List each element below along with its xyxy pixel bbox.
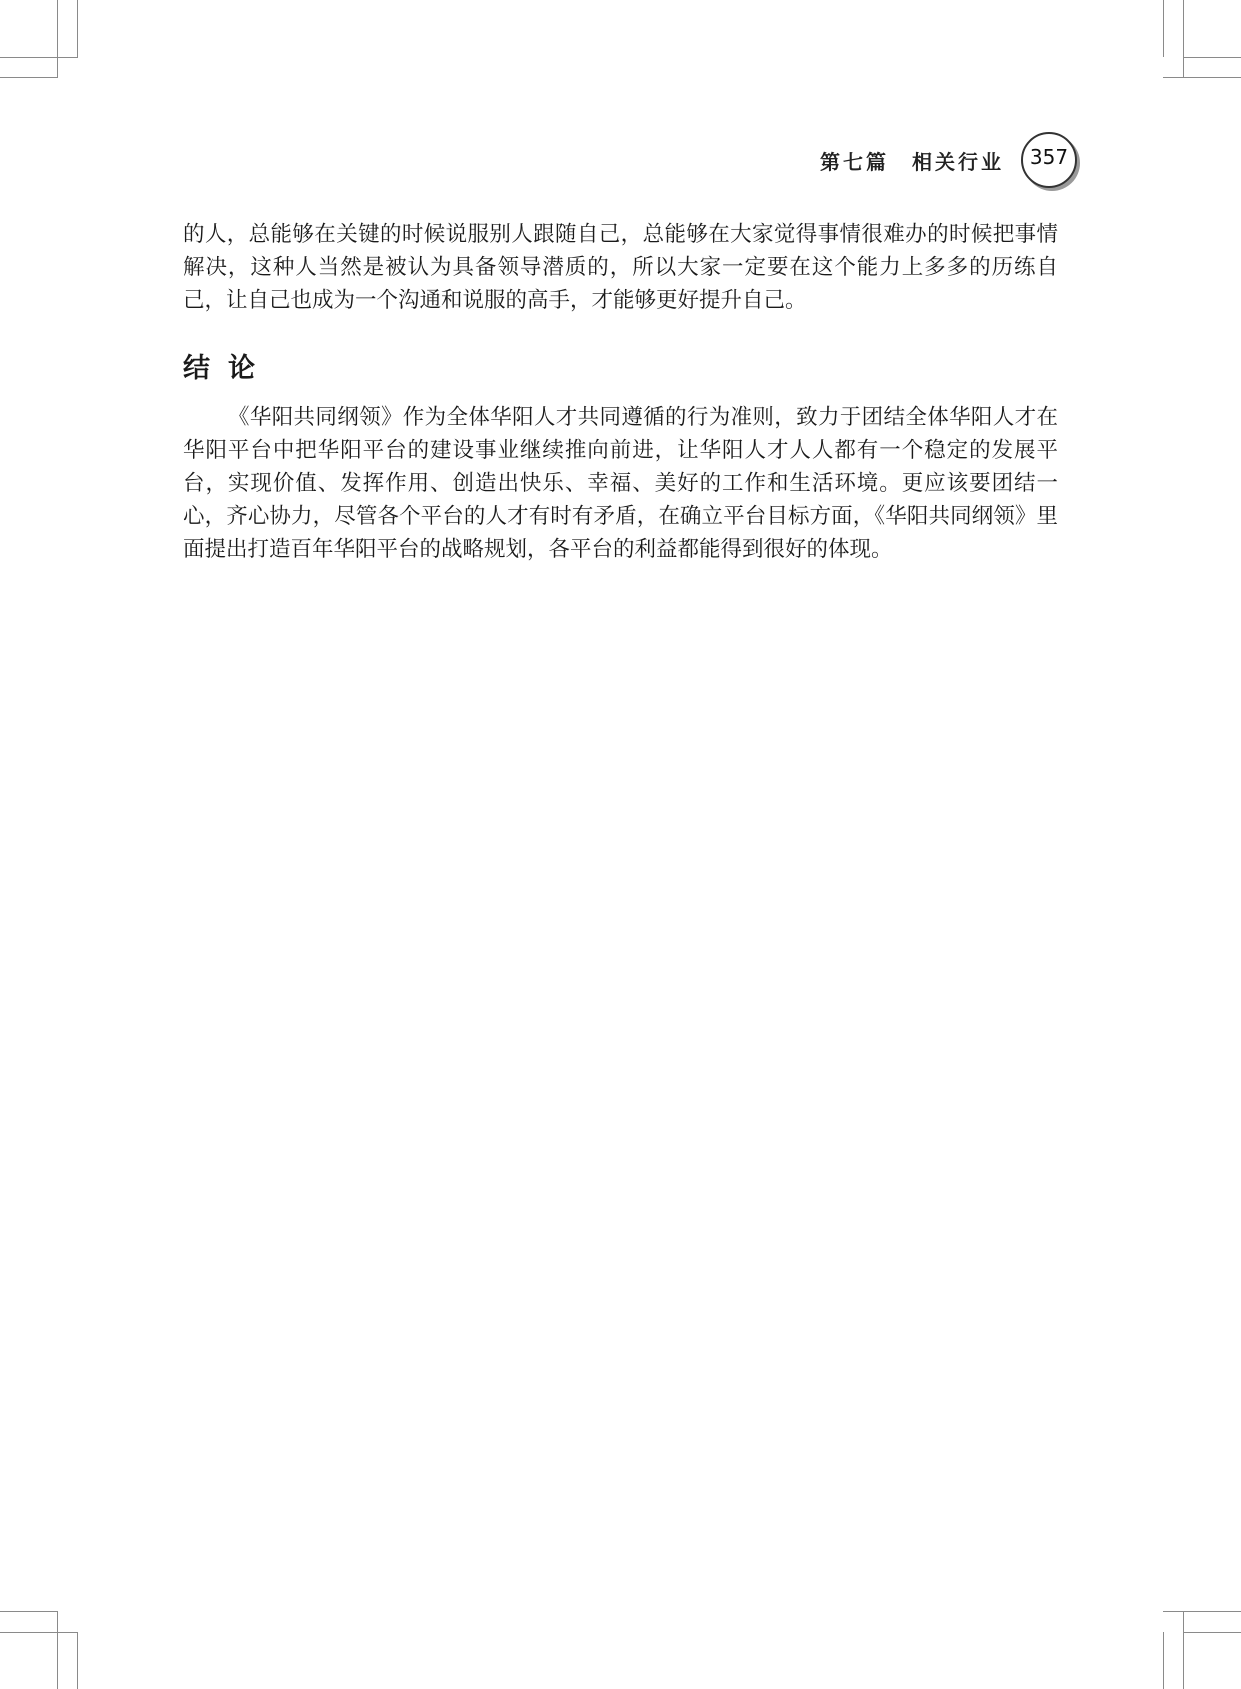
crop-mark: [1184, 1632, 1241, 1633]
crop-mark: [77, 1632, 78, 1689]
crop-mark: [1184, 57, 1241, 58]
paragraph-conclusion: 《华阳共同纲领》作为全体华阳人才共同遵循的行为准则，致力于团结全体华阳人才在华阳平台中把华阳平台的建设事业继续推向前进，让华阳人才人人都有一个稳定的发展平台，实现价值、发挥作用、创造出快乐、幸福、美好的工作和生活环境。更应该要团结一心，齐心协力，尽管各个平台的人才有时有矛盾，在确立平台目标方面，《华阳共同纲领》里面提出打造百年华阳平台的战略规划，各平台的利益都能得到很好的体现。: [183, 405, 1058, 562]
section-heading: 结论: [183, 353, 273, 384]
crop-mark: [1163, 1611, 1241, 1612]
crop-mark: [57, 0, 58, 78]
crop-mark: [77, 0, 78, 57]
running-head: [700, 138, 1080, 198]
paragraph-continued: 的人，总能够在关键的时候说服别人跟随自己，总能够在大家觉得事情很难办的时候把事情解决，这种人当然是被认为具备领导潜质的，所以大家一定要在这个能力上多多的历练自己，让自己也成为一个沟通和说服的高手，才能够更好提升自己。: [183, 222, 1058, 313]
crop-mark: [0, 1611, 57, 1612]
crop-mark: [1183, 0, 1184, 78]
crop-mark: [57, 1611, 58, 1689]
crop-mark: [1163, 77, 1241, 78]
crop-mark: [1183, 1611, 1184, 1689]
crop-mark: [1163, 0, 1164, 57]
crop-mark: [0, 77, 57, 78]
crop-mark: [0, 57, 78, 58]
page-number: 357: [1021, 132, 1077, 188]
crop-mark: [0, 1632, 78, 1633]
crop-mark: [1163, 1632, 1164, 1689]
running-title: 第七篇 相关行业: [820, 150, 1004, 174]
